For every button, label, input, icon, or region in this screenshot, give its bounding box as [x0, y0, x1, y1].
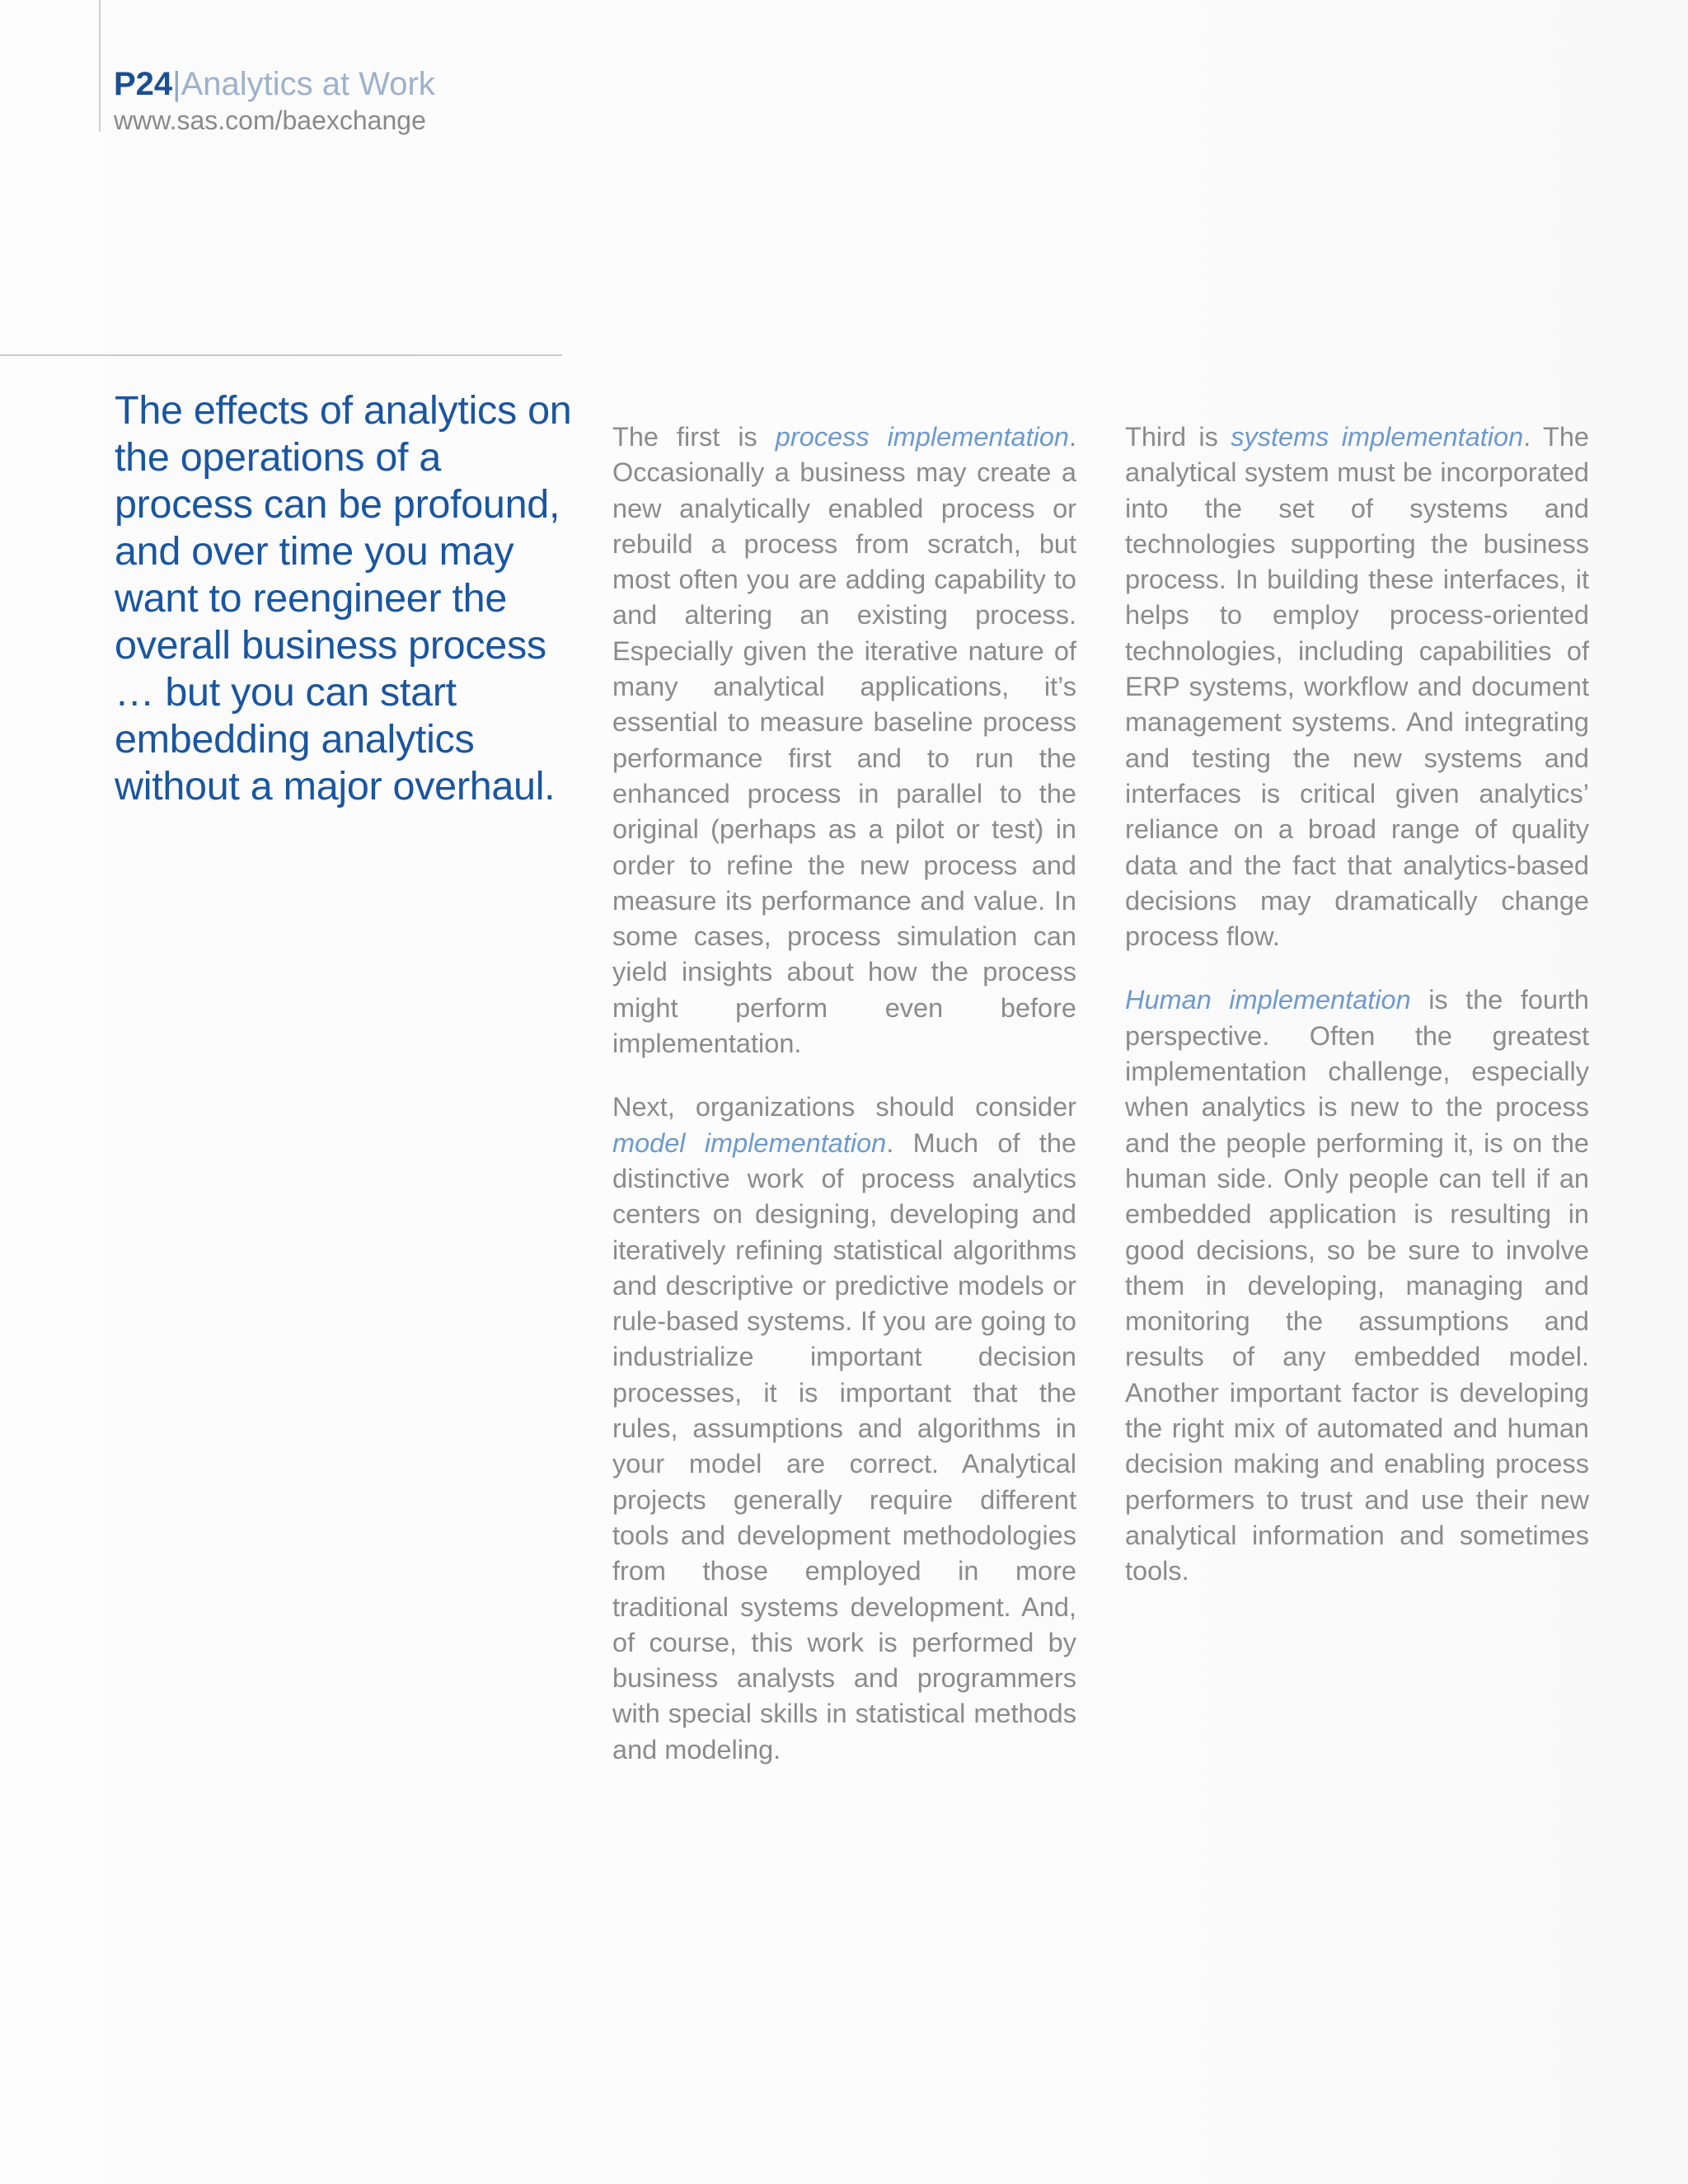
header-url: www.sas.com/baexchange: [114, 105, 426, 135]
emphasis-systems-implementation: systems implementation: [1231, 422, 1524, 452]
paragraph-text: . Occasionally a business may create a new analytically enabled process or rebuild a process from scratch, but most often you are adding capability to and altering an existing process. Especially given the iterative nature of many analytical applications, it’s essential to measure baseline process performance first and to run the enhanced process in parallel to the original (perhaps as a pilot or test) in order to refine the new process and measure its performance and value. In some cases, process simulation can yield insights about how the process might perform even before implementation.: [612, 422, 1077, 1059]
paragraph-model-implementation: [612, 1090, 1076, 1768]
paragraph-text: The first is: [612, 422, 776, 452]
body-column-2: [1125, 419, 1589, 1618]
page-number: P24: [114, 66, 173, 102]
paragraph-text: Third is: [1125, 422, 1231, 452]
emphasis-process-implementation: process implementation: [775, 422, 1069, 452]
pullquote: The effects of analytics on the operations of a process can be profound, and over time you may want to reengineer the overall business process … but you can start embedding analytics without a major overhaul.: [115, 388, 572, 808]
paragraph-human-implementation: [1125, 982, 1589, 1589]
paragraph-text: . The analytical system must be incorporated into the set of systems and technologies supporting the business process. In building these interfaces, it helps to employ process-oriented technologies, including capabilities of ERP systems, workflow and document management systems. And integrating and testing the new systems and interfaces is critical given analytics’ reliance on a broad range of quality data and the fact that analytics-based decisions may dramatically change process flow.: [1125, 422, 1589, 952]
header-title-line: [114, 64, 435, 104]
emphasis-model-implementation: model implementation: [612, 1127, 887, 1158]
section-title: Analytics at Work: [181, 66, 435, 102]
paragraph-text: is the fourth perspective. Often the greatest implementation challenge, especially when analytics is new to the process and the people performing it, is on the human side. Only people can tell if an embedded application is resulting in good decisions, so be sure to involve them in developing, managing and monitoring the assumptions and results of any embedded model. Another important factor is developing the right mix of automated and human decision making and enabling process performers to trust and use their new analytical information and sometimes tools.: [1125, 985, 1589, 1586]
paragraph-systems-implementation: [1125, 419, 1589, 954]
page-header: [114, 64, 435, 137]
paragraph-text: . Much of the distinctive work of process analytics centers on designing, developing and iteratively refining statistical algorithms and descriptive or predictive models or rule-based systems. If you are going to industrialize important decision processes, it is important that the rules, assumptions and algorithms in your model are correct. Analytical projects generally require different tools and development methodologies from those employed in more traditional systems development. And, of course, this work is performed by business analysts and programmers with special skills in statistical methods and modeling.: [612, 1127, 1076, 1765]
margin-rule: [99, 0, 101, 132]
header-separator: |: [172, 66, 181, 102]
paragraph-process-implementation: [612, 419, 1076, 1062]
paragraph-text: Next, organizations should consider: [612, 1092, 1076, 1122]
pullquote-divider: [0, 354, 562, 356]
body-column-1: [612, 419, 1076, 1796]
emphasis-human-implementation: Human implementation: [1125, 985, 1411, 1015]
